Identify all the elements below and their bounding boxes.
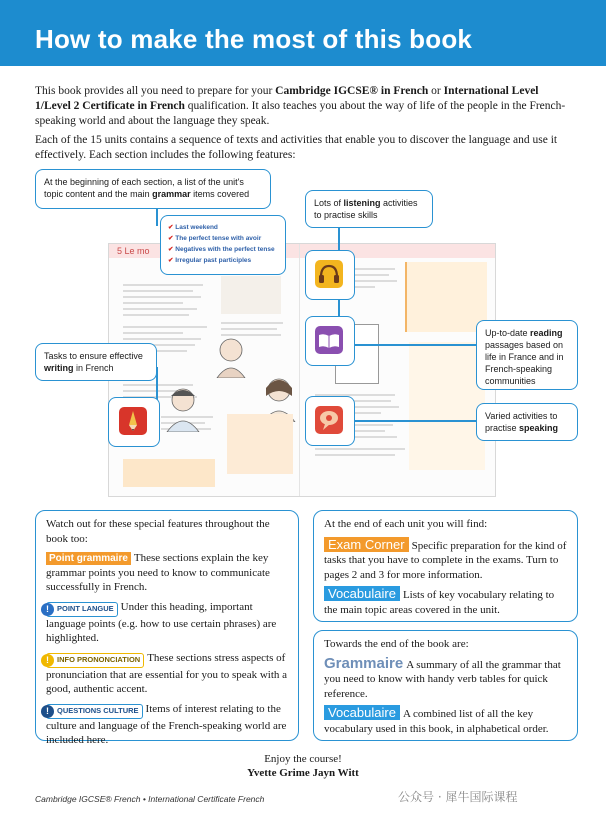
tick-icon: ✔ [168, 257, 174, 264]
portrait-illustration-1 [213, 334, 249, 378]
open-book-icon [315, 326, 343, 354]
special-features-intro: Watch out for these special features throughout the book too: [46, 518, 270, 545]
topic-item: ✔ Irregular past participles [168, 257, 252, 264]
callout-topic-content: At the beginning of each section, a list of the unit's topic content and the main grammar items covered [35, 169, 271, 209]
topic-list-box [160, 215, 286, 275]
page-title: How to make the most of this book [35, 24, 473, 54]
feature-unit-vocabulaire: Vocabulaire Lists of key vocabulary relating to the main topic areas covered in the unit. [324, 586, 555, 616]
tick-icon: ✔ [168, 224, 174, 231]
exclamation-icon: ! [41, 705, 54, 718]
feature-point-grammaire: Point grammaire These sections explain the key grammar points you need to know to communicate successfully in French. [46, 552, 270, 593]
headphones-icon [315, 260, 343, 288]
tick-icon: ✔ [168, 246, 174, 253]
sign-off [0, 752, 606, 780]
feature-grammaire: Grammaire A summary of all the grammar that you need to know with handy verb tables for quick reference. [324, 654, 561, 700]
page-footer: Cambridge IGCSE® French • International Certificate French [35, 794, 265, 804]
spread-grammar-box [227, 414, 293, 474]
connector-line [338, 298, 340, 316]
sign-off-line-1: Enjoy the course! [264, 753, 342, 765]
callout-reading: Up-to-date reading passages based on life in France and in French-speaking communities [476, 320, 578, 390]
topic-item: ✔ Last weekend [168, 224, 218, 231]
writing-icon-frame [108, 397, 160, 447]
spread-table-box [409, 342, 485, 470]
end-of-book-intro: Towards the end of the book are: [324, 638, 469, 650]
watermark: 公众号 · 犀牛国际课程 [398, 790, 518, 804]
sign-off-authors: Yvette Grime Jayn Witt [247, 767, 359, 779]
reading-icon-frame [305, 316, 355, 366]
point-langue-tag: ! POINT LANGUE [46, 602, 118, 617]
connector-line [354, 344, 476, 346]
spread-unit-heading: 5 Le mo [117, 246, 150, 256]
intro-paragraph-2: Each of the 15 units contains a sequence of texts and activities that enable you to discover the language and use it effectively. Each section includes the following features: [35, 134, 558, 161]
end-of-book-panel [313, 630, 578, 741]
portrait-illustration-2 [165, 384, 201, 432]
special-features-panel [35, 510, 299, 746]
exclamation-icon: ! [41, 603, 54, 616]
topic-item: ✔ The perfect tense with avoir [168, 235, 262, 242]
callout-listening: Lots of listening activities to practise skills [305, 190, 433, 228]
intro-paragraph-1: This book provides all you need to prepare for your Cambridge IGCSE® in French or International Level 1/Level 2 Certificate in French qualification. It also teaches you about the way of life of the people in the French-speaking world and about the language they speak. [35, 85, 566, 127]
spread-sidebar-box [405, 262, 487, 332]
feature-questions-culture: ! QUESTIONS CULTURE Items of interest relating to the culture and language of the French-speaking world are included here. [46, 702, 288, 748]
callout-writing: Tasks to ensure effective writing in French [35, 343, 157, 381]
info-prononciation-tag: ! INFO PRONONCIATION [46, 653, 144, 668]
grammaire-tag: Grammaire [324, 654, 404, 672]
spread-text-box [221, 276, 281, 314]
spread-gutter [299, 244, 300, 496]
speech-bubble-icon [315, 406, 343, 434]
listening-icon-frame [305, 250, 355, 300]
feature-exam-corner: Exam Corner Specific preparation for the kind of tasks that you have to complete in the exams. Turn to pages 2 and 3 for more information. [324, 536, 567, 581]
connector-line [156, 208, 158, 226]
end-of-unit-intro: At the end of each unit you will find: [324, 518, 488, 530]
feature-point-langue: ! POINT LANGUE Under this heading, important language points (e.g. how to use certain phrases) are highlighted. [46, 600, 288, 646]
exam-corner-tag: Exam Corner [324, 537, 409, 552]
connector-line [338, 228, 340, 250]
questions-culture-tag: ! QUESTIONS CULTURE [46, 704, 143, 719]
vocabulaire-tag: Vocabulaire [324, 586, 400, 601]
callout-speaking: Varied activities to practise speaking [476, 403, 578, 441]
speaking-icon-frame [305, 396, 355, 446]
sample-page-spread [108, 243, 496, 497]
vocabulaire-tag: Vocabulaire [324, 705, 400, 720]
tick-icon: ✔ [168, 235, 174, 242]
pencil-icon [119, 407, 147, 435]
end-of-unit-panel [313, 510, 578, 622]
exclamation-icon: ! [41, 654, 54, 667]
topic-item: ✔ Negatives with the perfect tense [168, 246, 275, 253]
connector-line [354, 420, 476, 422]
spread-vocab-box [123, 459, 215, 487]
title-banner [0, 0, 606, 66]
point-grammaire-tag: Point grammaire [46, 552, 131, 565]
feature-book-vocabulaire: Vocabulaire A combined list of all the key vocabulary used in this book, in alphabetical order. [324, 705, 549, 735]
feature-info-prononciation: ! INFO PRONONCIATION These sections stress aspects of pronunciation that are essential for you to speak with a good, authentic accent. [46, 651, 288, 697]
